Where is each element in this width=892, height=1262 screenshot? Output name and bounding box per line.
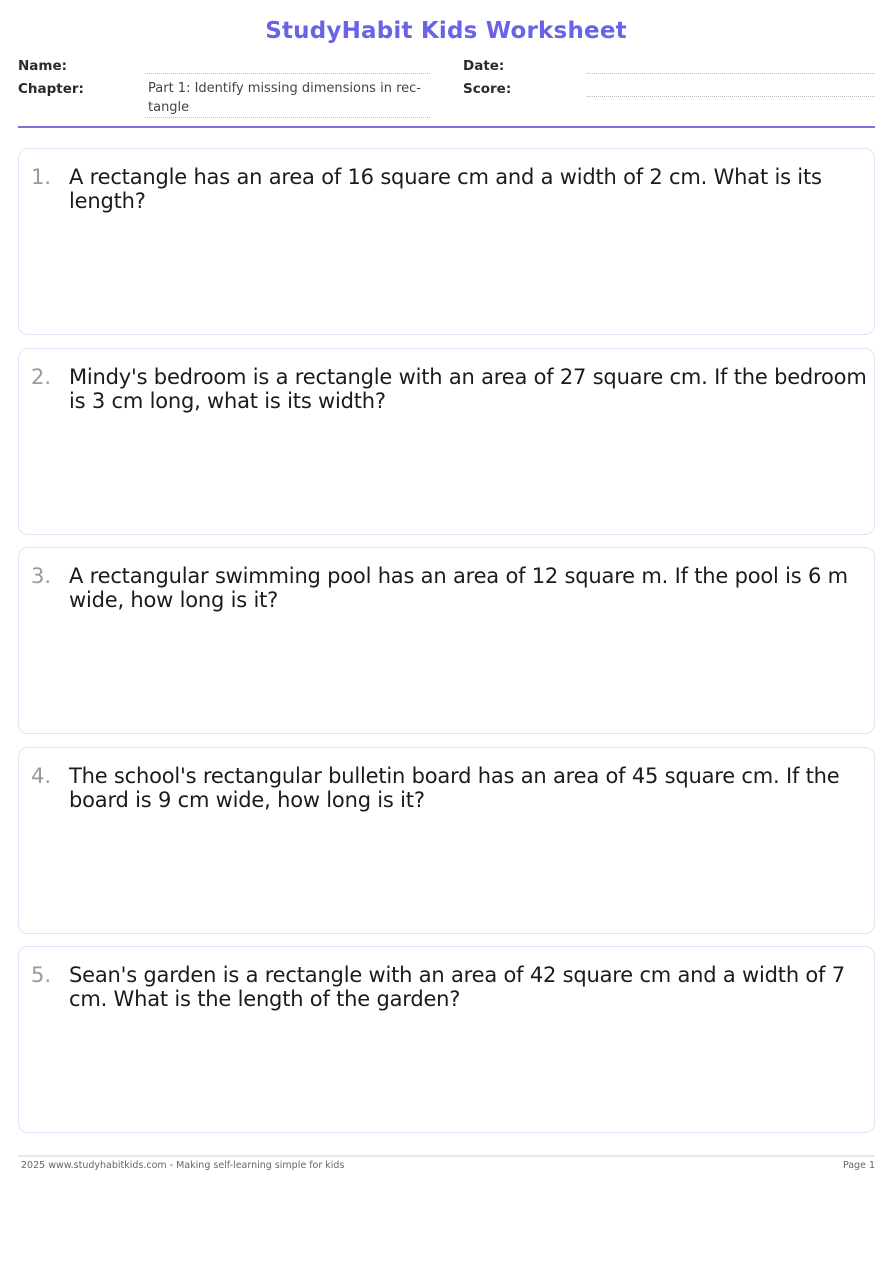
- chapter-underline: [145, 117, 430, 118]
- date-label: Date:: [463, 58, 505, 74]
- score-label: Score:: [463, 81, 512, 97]
- date-underline: [587, 73, 875, 74]
- question-number: 1.: [31, 165, 52, 189]
- footer-copyright: 2025 www.studyhabitkids.com - Making self-learning simple for kids: [21, 1160, 345, 1171]
- question-card-1[interactable]: [18, 148, 875, 335]
- worksheet-title: StudyHabit Kids Worksheet: [265, 18, 627, 44]
- question-number: 5.: [31, 963, 52, 987]
- question-text: A rectangular swimming pool has an area of 12 square m. If the pool is 6 m wide, how long is it?: [69, 564, 848, 612]
- header-divider: [18, 126, 875, 128]
- question-number: 3.: [31, 564, 52, 588]
- chapter-label: Chapter:: [18, 81, 84, 97]
- question-text: The school's rectangular bulletin board has an area of 45 square cm. If the board is 9 cm wide, how long is it?: [69, 764, 840, 812]
- page-number: Page 1: [842, 1160, 875, 1171]
- footer-divider: [18, 1155, 875, 1157]
- question-card-5[interactable]: [18, 946, 875, 1133]
- question-card-4[interactable]: [18, 747, 875, 934]
- question-card-2[interactable]: [18, 348, 875, 535]
- question-number: 2.: [31, 365, 52, 389]
- name-underline: [145, 73, 430, 74]
- question-text: Mindy's bedroom is a rectangle with an area of 27 square cm. If the bedroom is 3 cm long, what is its width?: [69, 365, 867, 413]
- name-label: Name:: [18, 58, 68, 74]
- question-card-3[interactable]: [18, 547, 875, 734]
- question-text: A rectangle has an area of 16 square cm and a width of 2 cm. What is its length?: [69, 165, 822, 213]
- chapter-value: Part 1: Identify missing dimensions in rec-tangle: [148, 81, 421, 115]
- score-underline: [587, 96, 875, 97]
- question-text: Sean's garden is a rectangle with an area of 42 square cm and a width of 7 cm. What is the length of the garden?: [69, 963, 845, 1011]
- question-number: 4.: [31, 764, 52, 788]
